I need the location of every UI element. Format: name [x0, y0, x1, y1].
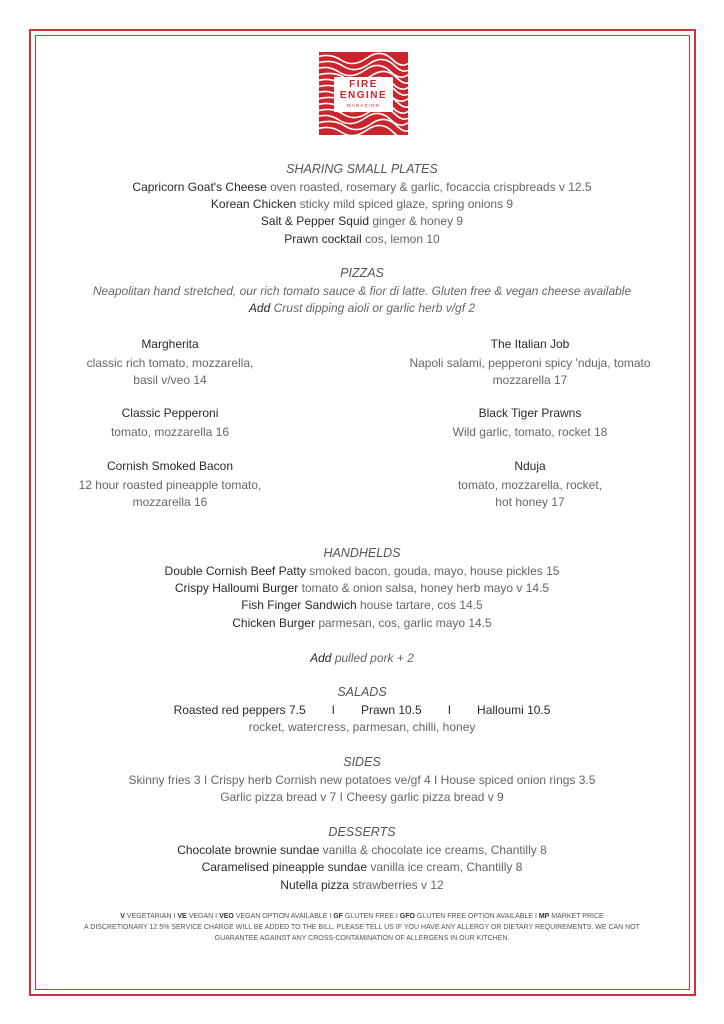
add-label: Add: [248, 301, 271, 315]
salad-separator: I: [447, 703, 452, 717]
pizza-name: The Italian Job: [490, 337, 570, 351]
item-name: Salt & Pepper Squid: [260, 214, 369, 228]
menu-item: [40, 179, 684, 196]
key-label: GLUTEN FREE: [344, 913, 394, 920]
salad-separator: I: [331, 703, 335, 717]
pizza-item: [380, 405, 680, 441]
pizza-desc-line2: mozzarella 17: [492, 373, 568, 387]
pizza-name: Black Tiger Prawns: [478, 406, 582, 420]
item-name: Chicken Burger: [232, 616, 315, 630]
item-name: Korean Chicken: [210, 197, 297, 211]
pizza-desc-line1: tomato, mozzarella, rocket,: [457, 478, 603, 492]
salads-items: [40, 702, 684, 719]
fire-engine-logo: [319, 52, 408, 135]
handhelds-add: [40, 650, 684, 667]
menu-item: [40, 231, 684, 248]
menu-item: [40, 842, 684, 859]
key-label: VEGAN: [188, 913, 214, 920]
key-label: GLUTEN FREE OPTION AVAILABLE: [416, 913, 533, 920]
item-name: Chocolate brownie sundae: [177, 843, 320, 857]
item-desc: strawberries v 12: [352, 878, 444, 892]
item-name: Fish Finger Sandwich: [241, 598, 357, 612]
pizza-name: Nduja: [514, 459, 546, 473]
pizza-item: [380, 336, 680, 389]
menu-item: [40, 213, 684, 230]
allergen-note: GUARANTEE AGAINST ANY CROSS-CONTAMINATION OF ALLERGENS IN OUR KITCHEN.: [214, 935, 510, 942]
item-desc: house tartare, cos 14.5: [359, 598, 483, 612]
key-code: VEO: [219, 913, 234, 920]
key-code: MP: [538, 913, 550, 920]
salads-desc: rocket, watercress, parmesan, chilli, honey: [248, 720, 476, 734]
item-desc: cos, lemon 10: [365, 232, 440, 246]
handhelds-heading: HANDHELDS: [323, 546, 401, 560]
logo-line-fire: FIRE: [349, 79, 378, 90]
logo-wordmark: [334, 77, 393, 112]
item-name: Crispy Halloumi Burger: [174, 581, 299, 595]
sides-line2: Garlic pizza bread v 7 I Cheesy garlic pizza bread v 9: [220, 790, 504, 804]
item-name: Caramelised pineapple sundae: [201, 860, 368, 874]
key-label: VEGAN OPTION AVAILABLE: [235, 913, 328, 920]
item-desc: vanilla & chocolate ice creams, Chantilly 8: [322, 843, 547, 857]
key-code: VE: [177, 913, 187, 920]
item-desc: parmesan, cos, garlic mayo 14.5: [318, 616, 492, 630]
key-label: MARKET PRICE: [551, 913, 604, 920]
logo-line-engine: ENGINE: [339, 90, 388, 101]
pizza-desc-line1: Wild garlic, tomato, rocket 18: [452, 425, 608, 439]
item-name: Prawn cocktail: [284, 232, 362, 246]
key-separator: I: [534, 913, 537, 920]
key-label: VEGETARIAN: [126, 913, 172, 920]
menu-item: [40, 196, 684, 213]
menu-item: [40, 615, 684, 632]
item-desc: oven roasted, rosemary & garlic, focaccia crispbreads v 12.5: [270, 180, 592, 194]
pizza-desc-line1: Napoli salami, pepperoni spicy 'nduja, tomato: [409, 356, 651, 370]
item-name: Nutella pizza: [280, 878, 349, 892]
pizzas-intro: Neapolitan hand stretched, our rich tomato sauce & fior di latte. Gluten free & vegan cheese available: [92, 284, 632, 298]
salads-heading: SALADS: [337, 685, 387, 699]
item-desc: smoked bacon, gouda, mayo, house pickles 15: [309, 564, 560, 578]
pizza-name: Cornish Smoked Bacon: [106, 459, 234, 473]
pizza-desc-line2: mozzarella 16: [132, 495, 208, 509]
menu-item: [40, 563, 684, 580]
item-name: Double Cornish Beef Patty: [164, 564, 306, 578]
menu-item: [40, 859, 684, 876]
salad-item: Roasted red peppers 7.5: [173, 703, 306, 717]
pizza-item: [20, 336, 320, 389]
key-separator: I: [329, 913, 332, 920]
item-desc: tomato & onion salsa, honey herb mayo v 14.5: [301, 581, 550, 595]
add-text: Crust dipping aioli or garlic herb v/gf 2: [273, 301, 476, 315]
logo-line-marazion: MARAZION: [346, 103, 381, 108]
sides-heading: SIDES: [343, 755, 381, 769]
sides-line1: Skinny fries 3 I Crispy herb Cornish new potatoes ve/gf 4 I House spiced onion rings 3.5: [128, 773, 596, 787]
salad-item: Prawn 10.5: [361, 703, 422, 717]
key-code: GFO: [399, 913, 415, 920]
pizzas-heading: PIZZAS: [340, 266, 384, 280]
add-label: Add: [310, 651, 332, 665]
key-separator: I: [395, 913, 398, 920]
pizzas-add: [40, 300, 684, 317]
pizza-desc-line2: basil v/veo 14: [133, 373, 207, 387]
sharing-heading: SHARING SMALL PLATES: [286, 162, 438, 176]
salad-item: Halloumi 10.5: [477, 703, 551, 717]
item-desc: vanilla ice cream, Chantilly 8: [370, 860, 523, 874]
pizza-item: [20, 458, 320, 511]
item-desc: ginger & honey 9: [372, 214, 464, 228]
menu-item: [40, 597, 684, 614]
pizza-name: Margherita: [141, 337, 199, 351]
service-charge-note: A DISCRETIONARY 12.5% SERVICE CHARGE WILL BE ADDED TO THE BILL. PLEASE TELL US IF YOU HAVE ANY ALLERGY OR DIETARY REQUIREMENTS. WE CAN NOT: [84, 924, 640, 931]
pizza-desc-line2: hot honey 17: [495, 495, 565, 509]
pizza-name: Classic Pepperoni: [121, 406, 219, 420]
key-separator: I: [215, 913, 218, 920]
add-text: pulled pork + 2: [334, 651, 414, 665]
item-name: Capricorn Goat's Cheese: [132, 180, 267, 194]
key-code: GF: [333, 913, 343, 920]
pizza-item: [20, 405, 320, 441]
pizza-desc-line1: tomato, mozzarella 16: [110, 425, 230, 439]
dietary-key: [40, 911, 684, 922]
menu-item: [40, 877, 684, 894]
pizza-item: [380, 458, 680, 511]
pizza-desc-line1: 12 hour roasted pineapple tomato,: [78, 478, 262, 492]
pizza-desc-line1: classic rich tomato, mozzarella,: [86, 356, 254, 370]
item-desc: sticky mild spiced glaze, spring onions 9: [299, 197, 514, 211]
key-code: V: [120, 913, 125, 920]
desserts-heading: DESSERTS: [328, 825, 396, 839]
menu-item: [40, 580, 684, 597]
key-separator: I: [173, 913, 176, 920]
